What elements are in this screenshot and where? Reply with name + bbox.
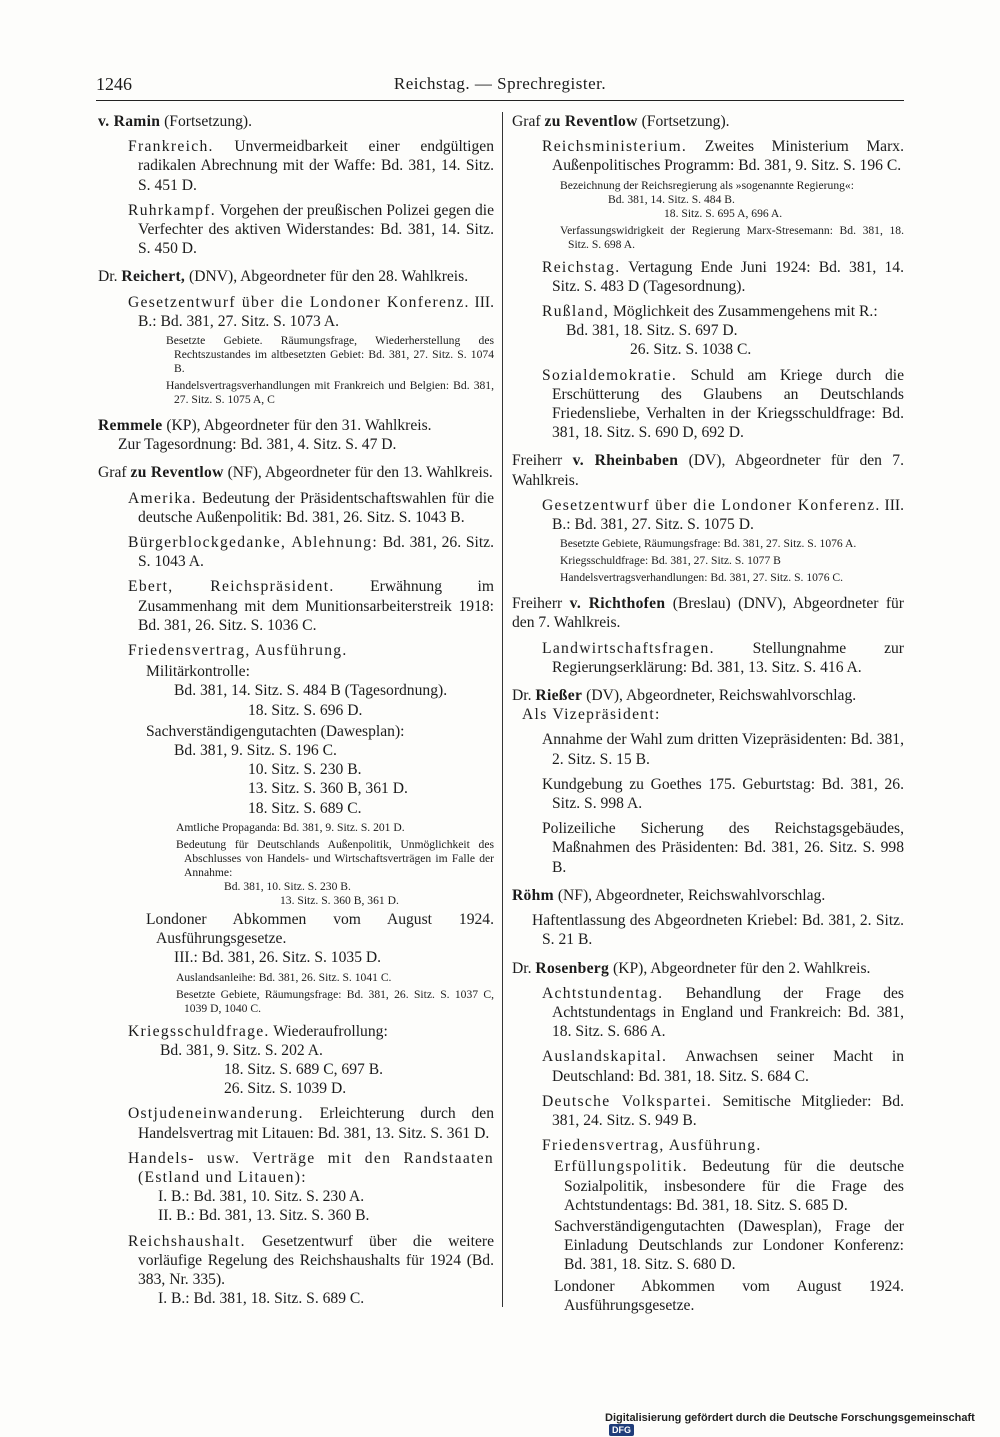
topic-title: Ostjudeneinwanderung. [128,1105,304,1123]
topic-text: Unvermeidbarkeit einer endgültigen radikalen Abrechnung mit der Waffe: Bd. 381, 14. Sitz. S. 451 D. [138,138,494,194]
reference: 26. Sitz. S. 1038 C. [630,341,752,359]
entry-rosenberg [512,959,904,1315]
entry-rest: (DNV), Abgeordneter für den 28. Wahlkreis. [185,268,469,286]
speaker-name: v. Ramin [98,113,161,130]
entry-heading [512,112,904,131]
topic [98,201,494,259]
topic: Annahme der Wahl zum dritten Vizepräsidenten: Bd. 381, 2. Sitz. S. 15 B. [542,731,904,768]
speaker-name: zu Reventlow [544,113,638,130]
page-header [96,74,904,100]
entry-reventlow-cont [512,112,904,442]
topic-title: Ebert, Reichspräsident. [128,578,335,596]
entry-rest: (KP), Abgeordneter für den 2. Wahlkreis. [609,959,871,977]
topic [98,489,494,527]
topic [512,258,904,296]
subtopic: Sachverständigengutachten (Dawesplan): [146,722,405,740]
topic [98,641,494,660]
topic [98,577,494,635]
subtopic-title: Erfüllungspolitik. [554,1158,688,1176]
subtopic-note [98,838,494,908]
page-number: 1246 [96,74,132,94]
entry-prefix: Freiherr [512,452,573,470]
topic-text: Wiederaufrollung: [269,1022,388,1040]
reference: Bd. 381, 18. Sitz. S. 697 D. [566,322,738,340]
topic-text: III. B.: Bd. 381, 27. Sitz. S. 1073 A. [138,293,494,330]
topic [512,137,904,175]
topic-title: Deutsche Volkspartei. [542,1092,713,1110]
column-divider [502,112,503,1307]
reference: Bd. 381, 9. Sitz. S. 196 C. [174,742,337,760]
reference: Bd. 381, 14. Sitz. S. 484 B (Tagesordnung). [174,682,448,700]
speaker-name: Reichert, [121,268,186,286]
entry-rest: (Breslau) (DNV), Abgeordneter für den 7. Wahlkreis. [512,595,904,632]
topic [98,1232,494,1290]
topic [98,533,494,571]
entry-rest: (NF), Abgeordneter für den 13. Wahlkreis. [223,464,493,482]
entry-heading [512,886,904,905]
topic-title: Friedensvertrag, Ausführung. [542,1137,762,1155]
subtopic: Militärkontrolle: [146,663,250,681]
note-text: Bezeichnung der Reichsregierung als »sogenannte Regierung«: [560,178,854,192]
topic [98,1022,494,1041]
topic [98,1149,494,1187]
subtopic-note: Handelsvertragsverhandlungen mit Frankreich und Belgien: Bd. 381, 27. Sitz. S. 1075 A, C [166,379,494,407]
topic [512,302,904,321]
subtopic-note: Besetzte Gebiete. Räumungsfrage, Wiederherstellung des Rechtszustandes im altbesetzten Gebiet: Bd. 381, 27. Sitz. S. 1074 B. [166,334,494,376]
topic-title: Bürgerblockgedanke, Ablehnung: [128,534,379,552]
topic [512,1047,904,1085]
credit-text: Digitalisierung gefördert durch die Deutsche Forschungsgemeinschaft [605,1412,975,1424]
subtopic-note [512,179,904,221]
reference: I. B.: Bd. 381, 18. Sitz. S. 689 C. [158,1290,365,1308]
reference: Bd. 381, 9. Sitz. S. 202 A. [160,1041,323,1059]
topic-title: Achtstundentag. [542,984,664,1002]
entry-heading [98,112,494,131]
reference: 18. Sitz. S. 696 D. [248,701,363,719]
speaker-name: Rosenberg [535,959,610,977]
topic [98,137,494,195]
entry-heading [98,267,494,286]
entry-line: Haftentlassung des Abgeordneten Kriebel: Bd. 381, 2. Sitz. S. 21 B. [532,912,904,949]
topic-title: Gesetzentwurf über die Londoner Konferenz. [542,496,881,514]
reference: I. B.: Bd. 381, 10. Sitz. S. 230 A. [158,1188,365,1206]
entry-prefix: Graf [512,113,545,130]
speaker-name: zu Reventlow [130,464,224,482]
entry-heading [512,594,904,632]
entry-rheinbaben [512,451,904,585]
topic-text: Erleichterung durch den Handelsvertrag mit Litauen: Bd. 381, 13. Sitz. S. 361 D. [138,1105,494,1142]
entry-rest: (Fortsetzung). [160,113,252,130]
reference: 18. Sitz. S. 689 C, 697 B. [224,1060,383,1078]
topic-title: Frankreich. [128,138,214,156]
entry-heading [512,451,904,489]
entry-heading [98,416,494,435]
note-reference: Bd. 381, 14. Sitz. S. 484 B. [608,192,735,206]
reference: 10. Sitz. S. 230 B. [248,761,362,779]
entry-heading [98,463,494,482]
entry-remmele [98,416,494,454]
entry-line: Zur Tagesordnung: Bd. 381, 4. Sitz. S. 47 D. [118,436,397,454]
topic-text: Vorgehen der preußischen Polizei gegen die Verfechter des aktiven Widerstandes: Bd. 381, 14. Sitz. S. 450 D. [138,201,494,258]
topic-text: III. B.: Bd. 381, 27. Sitz. S. 1075 D. [552,496,904,534]
digitization-credit [605,1412,1000,1437]
topic-text: Semitische Mitglieder: Bd. 381, 24. Sitz. S. 949 B. [552,1092,904,1129]
speaker-name: v. Richthofen [569,595,666,613]
subtopic-note: Besetzte Gebiete, Räumungsfrage: Bd. 381, 27. Sitz. S. 1076 A. [560,537,857,551]
topic-title: Reichshaushalt. [128,1232,246,1250]
topic [512,1136,904,1155]
reference: II. B.: Bd. 381, 13. Sitz. S. 360 B. [158,1207,370,1225]
topic-title: Reichstag. [542,258,621,276]
subtopic: Londoner Abkommen vom August 1924. Ausführungsgesetze. [554,1277,904,1314]
running-head: Reichstag. — Sprechregister. [393,74,607,93]
note-reference: 18. Sitz. S. 695 A, 696 A. [664,206,783,220]
entry-riesser [512,686,904,877]
topic-text: Stellungnahme zur Regierungserklärung: Bd. 381, 13. Sitz. S. 416 A. [552,639,904,676]
note-text: Bedeutung für Deutschlands Außenpolitik, Unmöglichkeit des Abschlusses von Handels- und Wirtschaftsverträgen im Falle der Annahme: [176,837,494,879]
entry-rest: (KP), Abgeordneter für den 31. Wahlkreis. [162,417,432,435]
entry-line: Als Vizepräsident: [522,706,661,724]
topic-title: Auslandskapital. [542,1048,668,1066]
entry-prefix: Dr. [512,959,536,977]
topic-text: Erwähnung im Zusammenhang mit dem Munitionsarbeiterstreik 1918: Bd. 381, 26. Sitz. S. 1036 C. [138,578,494,634]
topic-text: Schuld am Kriege durch die Erschütterung des Glaubens an Deutschlands Friedensliebe, Verhalten in der Kriegsschuldfrage: Bd. 381, 18. Sitz. S. 690 D, 692 D. [552,366,904,442]
entry-roehm [512,886,904,950]
dfg-logo: DFG [609,1424,634,1436]
entry-reventlow [98,463,494,1308]
subtopic-note: Verfassungswidrigkeit der Regierung Marx-Stresemann: Bd. 381, 18. Sitz. S. 698 A. [560,223,904,251]
topic-title: Handels- usw. Verträge mit den Randstaaten (Estland und Litauen): [128,1149,494,1186]
subtopic-note: Auslandsanleihe: Bd. 381, 26. Sitz. S. 1041 C. [176,970,392,984]
topic-text: Anwachsen seiner Macht in Deutschland: Bd. 381, 18. Sitz. S. 684 C. [552,1048,904,1085]
topic-text: Bd. 381, 26. Sitz. S. 1043 A. [138,534,494,571]
entry-rest: (DV), Abgeordneter, Reichswahlvorschlag. [582,687,857,705]
topic [98,1104,494,1142]
topic [512,1092,904,1130]
topic [512,366,904,443]
right-column [512,112,904,1324]
entry-rest: (DV), Abgeordneter für den 7. Wahlkreis. [512,452,904,489]
topic [98,293,494,331]
topic-text: Zweites Ministerium Marx. Außenpolitisches Programm: Bd. 381, 9. Sitz. S. 196 C. [552,138,904,175]
reference: 13. Sitz. S. 360 B, 361 D. [248,780,408,798]
subtopic: Sachverständigengutachten (Dawesplan), Frage der Einladung Deutschlands zur Londoner Konferenz: Bd. 381, 18. Sitz. S. 680 D. [554,1217,904,1274]
entry-heading [512,686,904,705]
topic [512,984,904,1042]
topic [512,496,904,534]
left-column [98,112,494,1317]
subtopic-note: Amtliche Propaganda: Bd. 381, 9. Sitz. S. 201 D. [176,820,405,834]
topic-text: Vertagung Ende Juni 1924: Bd. 381, 14. Sitz. S. 483 D (Tagesordnung). [552,258,904,295]
topic-title: Sozialdemokratie. [542,366,678,384]
entry-reichert [98,267,494,407]
subtopic: Londoner Abkommen vom August 1924. Ausführungsgesetze. [146,910,494,948]
subtopic-note: Handelsvertragsverhandlungen: Bd. 381, 27. Sitz. S. 1076 C. [560,571,844,585]
topic-text: Behandlung der Frage des Achtstundentags in England und Frankreich: Bd. 381, 18. Sitz. S. 686 A. [552,984,904,1041]
entry-prefix: Dr. [512,687,536,705]
entry-rest: (NF), Abgeordneter, Reichswahlvorschlag. [553,886,826,904]
note-reference: Bd. 381, 10. Sitz. S. 230 B. [224,879,351,893]
entry-heading [512,959,904,978]
topic-text: Bedeutung der Präsidentschaftswahlen für die deutsche Außenpolitik: Bd. 381, 26. Sitz. S. 1043 B. [138,489,494,526]
topic-text: Möglichkeit des Zusammengehens mit R.: [609,303,878,321]
topic: Kundgebung zu Goethes 175. Geburtstag: Bd. 381, 26. Sitz. S. 998 A. [542,775,904,813]
entry-prefix: Graf [98,464,131,482]
entry-richthofen [512,594,904,677]
reference: 18. Sitz. S. 689 C. [248,799,362,817]
note-reference: 13. Sitz. S. 360 B, 361 D. [280,893,399,907]
topic-title: Friedensvertrag, Ausführung. [128,642,348,660]
topic-text: Gesetzentwurf über die weitere vorläufige Regelung des Reichshaushalts für 1924 (Bd. 383, Nr. 335). [138,1232,494,1288]
reference: III.: Bd. 381, 26. Sitz. S. 1035 D. [174,949,382,967]
topic-title: Gesetzentwurf über die Londoner Konferenz. [128,293,470,311]
topic-title: Rußland, [542,303,610,321]
reference: 26. Sitz. S. 1039 D. [224,1080,347,1098]
speaker-name: Rießer [535,687,583,705]
subtopic [512,1157,904,1215]
speaker-name: v. Rheinbaben [572,452,679,470]
subtopic-note: Besetzte Gebiete, Räumungsfrage: Bd. 381, 26. Sitz. S. 1037 C, 1039 D, 1040 C. [176,987,494,1015]
speaker-name: Röhm [512,886,554,904]
header-rule [96,100,904,101]
entry-prefix: Dr. [98,268,122,286]
topic-title: Kriegsschuldfrage. [128,1022,270,1040]
topic-title: Ruhrkampf. [128,201,216,219]
subtopic-text: Bedeutung für die deutsche Sozialpolitik, insbesondere für die Frage des Achtstundentags: Bd. 381, 18. Sitz. S. 685 D. [564,1158,904,1214]
topic [512,639,904,677]
speaker-name: Remmele [98,417,163,435]
entry-rest: (Fortsetzung). [637,113,730,130]
topic-title: Landwirtschaftsfragen. [542,639,715,657]
entry-prefix: Freiherr [512,595,570,613]
subtopic-note: Kriegsschuldfrage: Bd. 381, 27. Sitz. S. 1077 B [560,554,781,568]
topic-title: Amerika. [128,489,197,507]
topic-title: Reichsministerium. [542,138,688,156]
entry-ramin [98,112,494,258]
topic: Polizeiliche Sicherung des Reichstagsgebäudes, Maßnahmen des Präsidenten: Bd. 381, 26. Sitz. S. 998 B. [542,820,904,876]
